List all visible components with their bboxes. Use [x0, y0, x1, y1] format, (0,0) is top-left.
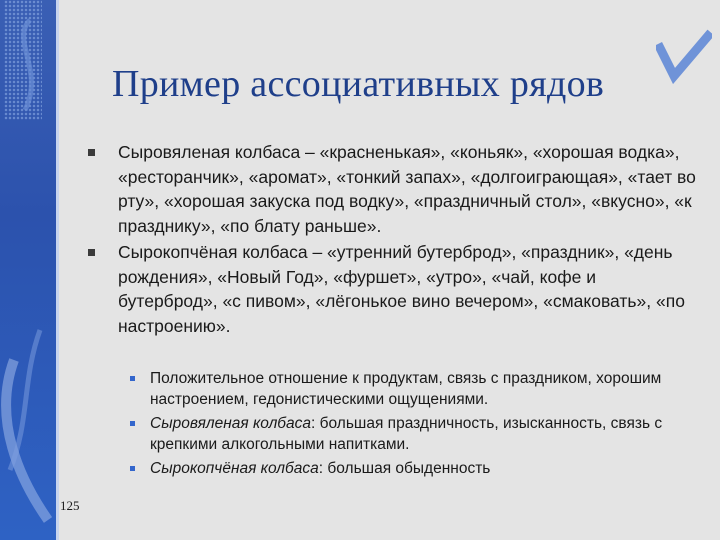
- bullet-text: Сыровяленая колбаса – «красненькая», «коньяк», «хорошая водка», «ресторанчик», «аромат», «тонкий запах», «долгоиграющая», «тает во рту», «хорошая закуска под водку», «праздничный стол», «вкусно», «к празднику», «по блату раньше».: [118, 142, 696, 236]
- accent-line: [56, 0, 59, 540]
- page-title: Пример ассоциативных рядов: [112, 63, 605, 105]
- square-bullet-icon: [130, 466, 135, 471]
- sub-list-item: [128, 413, 698, 455]
- square-bullet-icon: [88, 149, 95, 156]
- square-bullet-icon: [130, 376, 135, 381]
- left-decorative-bar: [0, 0, 56, 540]
- sub-bullet-text: : большая обыденность: [318, 460, 491, 477]
- list-item: [88, 240, 698, 338]
- decorative-swirl: [0, 0, 56, 540]
- sub-list-item: [128, 458, 698, 479]
- list-item: [88, 140, 698, 238]
- sub-bullet-italic: Сыровяленая колбаса: [150, 415, 312, 432]
- bullet-list: [88, 140, 698, 340]
- sub-bullet-italic: Сырокопчёная колбаса: [150, 460, 319, 477]
- sub-bullet-text: Положительное отношение к продуктам, связь с праздником, хорошим настроением, гедонистическими ощущениями.: [150, 370, 662, 408]
- square-bullet-icon: [88, 249, 95, 256]
- square-bullet-icon: [130, 421, 135, 426]
- sub-bullet-text: : большая праздничность, изысканность, связь с крепкими алкогольными напитками.: [150, 415, 663, 453]
- bullet-text: Сырокопчёная колбаса – «утренний бутерброд», «праздник», «день рождения», «Новый Год», «фуршет», «утро», «чай, кофе и бутерброд», «с пивом», «лёгонькое вино вечером», «смаковать», «по настроению».: [118, 242, 685, 336]
- page-number: 125: [60, 498, 80, 513]
- sub-bullet-list: [128, 368, 698, 482]
- sub-list-item: [128, 368, 698, 410]
